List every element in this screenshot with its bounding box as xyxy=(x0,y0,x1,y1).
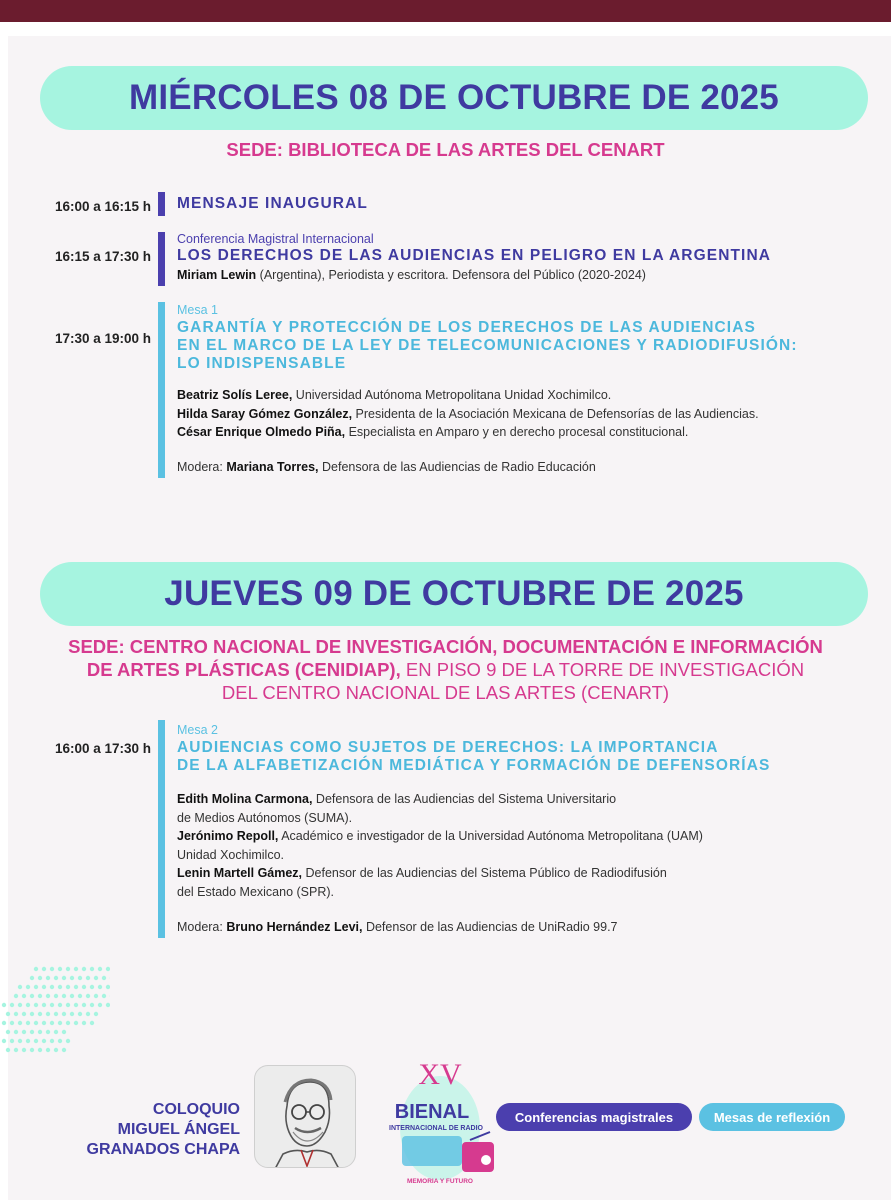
day1-heading-pill xyxy=(40,66,868,130)
day2-sede-bold2: DE ARTES PLÁSTICAS (CENIDIAP), xyxy=(86,659,401,680)
panelist-name: Jerónimo Repoll, xyxy=(177,829,279,843)
panelist xyxy=(177,405,867,424)
day1-s3-title-l2: EN EL MARCO DE LA LEY DE TELECOMUNICACIONES Y RADIODIFUSIÓN: xyxy=(177,337,798,354)
logo-sub: INTERNACIONAL DE RADIO xyxy=(389,1125,483,1132)
panelist-desc: Defensora de las Audiencias del Sistema Universitario xyxy=(312,792,617,806)
mesa-marker xyxy=(158,720,165,938)
logo-numeral: XV xyxy=(418,1058,462,1091)
moderator-label: Modera: xyxy=(177,920,227,934)
day1-s1-block xyxy=(177,195,867,213)
day1-s2-title: LOS DERECHOS DE LAS AUDIENCIAS EN PELIGRO EN LA ARGENTINA xyxy=(177,247,772,264)
panelist-name: Beatriz Solís Leree, xyxy=(177,388,293,402)
panelist-desc-cont: del Estado Mexicano (SPR). xyxy=(177,884,335,899)
decorative-dots xyxy=(0,965,110,1055)
day1-sede: SEDE: BIBLIOTECA DE LAS ARTES DEL CENART xyxy=(226,139,665,160)
panelist-name: César Enrique Olmedo Piña, xyxy=(177,425,346,439)
panelist-desc: Defensor de las Audiencias del Sistema Público de Radiodifusión xyxy=(302,866,667,880)
moderator xyxy=(177,458,867,477)
portrait-sketch xyxy=(254,1065,356,1168)
panelist-desc: Especialista en Amparo y en derecho procesal constitucional. xyxy=(345,425,689,439)
day1-s2-kicker: Conferencia Magistral Internacional xyxy=(177,232,374,246)
day1-s2-speaker xyxy=(177,266,867,285)
moderator xyxy=(177,918,867,937)
day1-s1-title: MENSAJE INAUGURAL xyxy=(177,195,368,212)
panelist xyxy=(177,423,867,442)
panelist-name: Hilda Saray Gómez González, xyxy=(177,406,353,421)
coloquio-title xyxy=(40,1100,240,1160)
legend-conferencias: Conferencias magistrales xyxy=(496,1103,692,1131)
day2-s1-title-l1: AUDIENCIAS COMO SUJETOS DE DERECHOS: LA IMPORTANCIA xyxy=(177,739,719,756)
day2-s1-title-l2: DE LA ALFABETIZACIÓN MEDIÁTICA Y FORMACIÓN DE DEFENSORÍAS xyxy=(177,757,771,774)
panelist-desc: Universidad Autónoma Metropolitana Unidad Xochimilco. xyxy=(292,388,612,402)
legend-mesas: Mesas de reflexión xyxy=(699,1103,845,1131)
day1-s3-time: 17:30 a 19:00 h xyxy=(54,331,151,346)
day1-s2-time: 16:15 a 17:30 h xyxy=(54,249,151,264)
panelist-name: Edith Molina Carmona, xyxy=(177,792,313,806)
panelist xyxy=(177,386,867,405)
panelist xyxy=(177,864,867,883)
panelist-desc: Académico e investigador de la Universidad Autónoma Metropolitana (UAM) xyxy=(278,829,703,843)
panelist-desc-cont: de Medios Autónomos (SUMA). xyxy=(177,810,353,825)
panelist-desc: Presidenta de la Asociación Mexicana de Defensorías de las Audiencias. xyxy=(352,406,759,421)
coloquio-line: GRANADOS CHAPA xyxy=(86,1141,240,1158)
moderator-label: Modera: xyxy=(177,459,227,474)
panelist xyxy=(177,790,867,809)
day2-sede-l2 xyxy=(0,658,891,681)
mesa-marker xyxy=(158,302,165,478)
speaker-desc: (Argentina), Periodista y escritora. Defensora del Público (2020-2024) xyxy=(256,268,646,282)
day2-sede-thin1: EN PISO 9 DE LA TORRE DE INVESTIGACIÓN xyxy=(400,659,805,680)
day2-sede-l3: DEL CENTRO NACIONAL DE LAS ARTES (CENART) xyxy=(221,682,670,703)
day2-sede xyxy=(0,635,891,704)
day1-s3-block xyxy=(177,303,867,476)
conference-marker xyxy=(158,192,165,216)
panelist xyxy=(177,827,867,846)
day2-s1-kicker: Mesa 2 xyxy=(177,723,218,737)
moderator-desc: Defensora de las Audiencias de Radio Educación xyxy=(318,459,596,474)
top-color-bar xyxy=(0,0,891,22)
panelist-name: Lenin Martell Gámez, xyxy=(177,866,303,880)
coloquio-line: MIGUEL ÁNGEL xyxy=(117,1121,240,1138)
day1-heading: MIÉRCOLES 08 DE OCTUBRE DE 2025 xyxy=(129,78,779,117)
logo-title: BIENAL xyxy=(394,1101,470,1123)
day2-s1-time: 16:00 a 17:30 h xyxy=(54,741,151,756)
moderator-name: Mariana Torres, xyxy=(226,459,319,474)
coloquio-line: COLOQUIO xyxy=(152,1101,240,1118)
moderator-desc: Defensor de las Audiencias de UniRadio 99.7 xyxy=(362,920,618,934)
day2-s1-block xyxy=(177,723,867,937)
moderator-name: Bruno Hernández Levi, xyxy=(226,920,363,934)
day1-s3-title-l3: LO INDISPENSABLE xyxy=(177,355,347,372)
day2-heading-pill xyxy=(40,562,868,626)
conference-marker xyxy=(158,232,165,286)
day1-s3-kicker: Mesa 1 xyxy=(177,303,218,317)
day2-heading: JUEVES 09 DE OCTUBRE DE 2025 xyxy=(164,574,744,613)
day1-s3-title-l1: GARANTÍA Y PROTECCIÓN DE LOS DERECHOS DE LAS AUDIENCIAS xyxy=(177,319,756,336)
speaker-name: Miriam Lewin xyxy=(177,268,257,282)
day1-s2-block xyxy=(177,232,867,285)
panelist-desc-cont: Unidad Xochimilco. xyxy=(177,847,284,862)
day1-s1-time: 16:00 a 16:15 h xyxy=(54,199,151,214)
day2-sede-l1: SEDE: CENTRO NACIONAL DE INVESTIGACIÓN, DOCUMENTACIÓN E INFORMACIÓN xyxy=(68,636,823,657)
logo-tagline: MEMORIA Y FUTURO xyxy=(407,1178,473,1185)
bienal-logo xyxy=(382,1056,500,1186)
